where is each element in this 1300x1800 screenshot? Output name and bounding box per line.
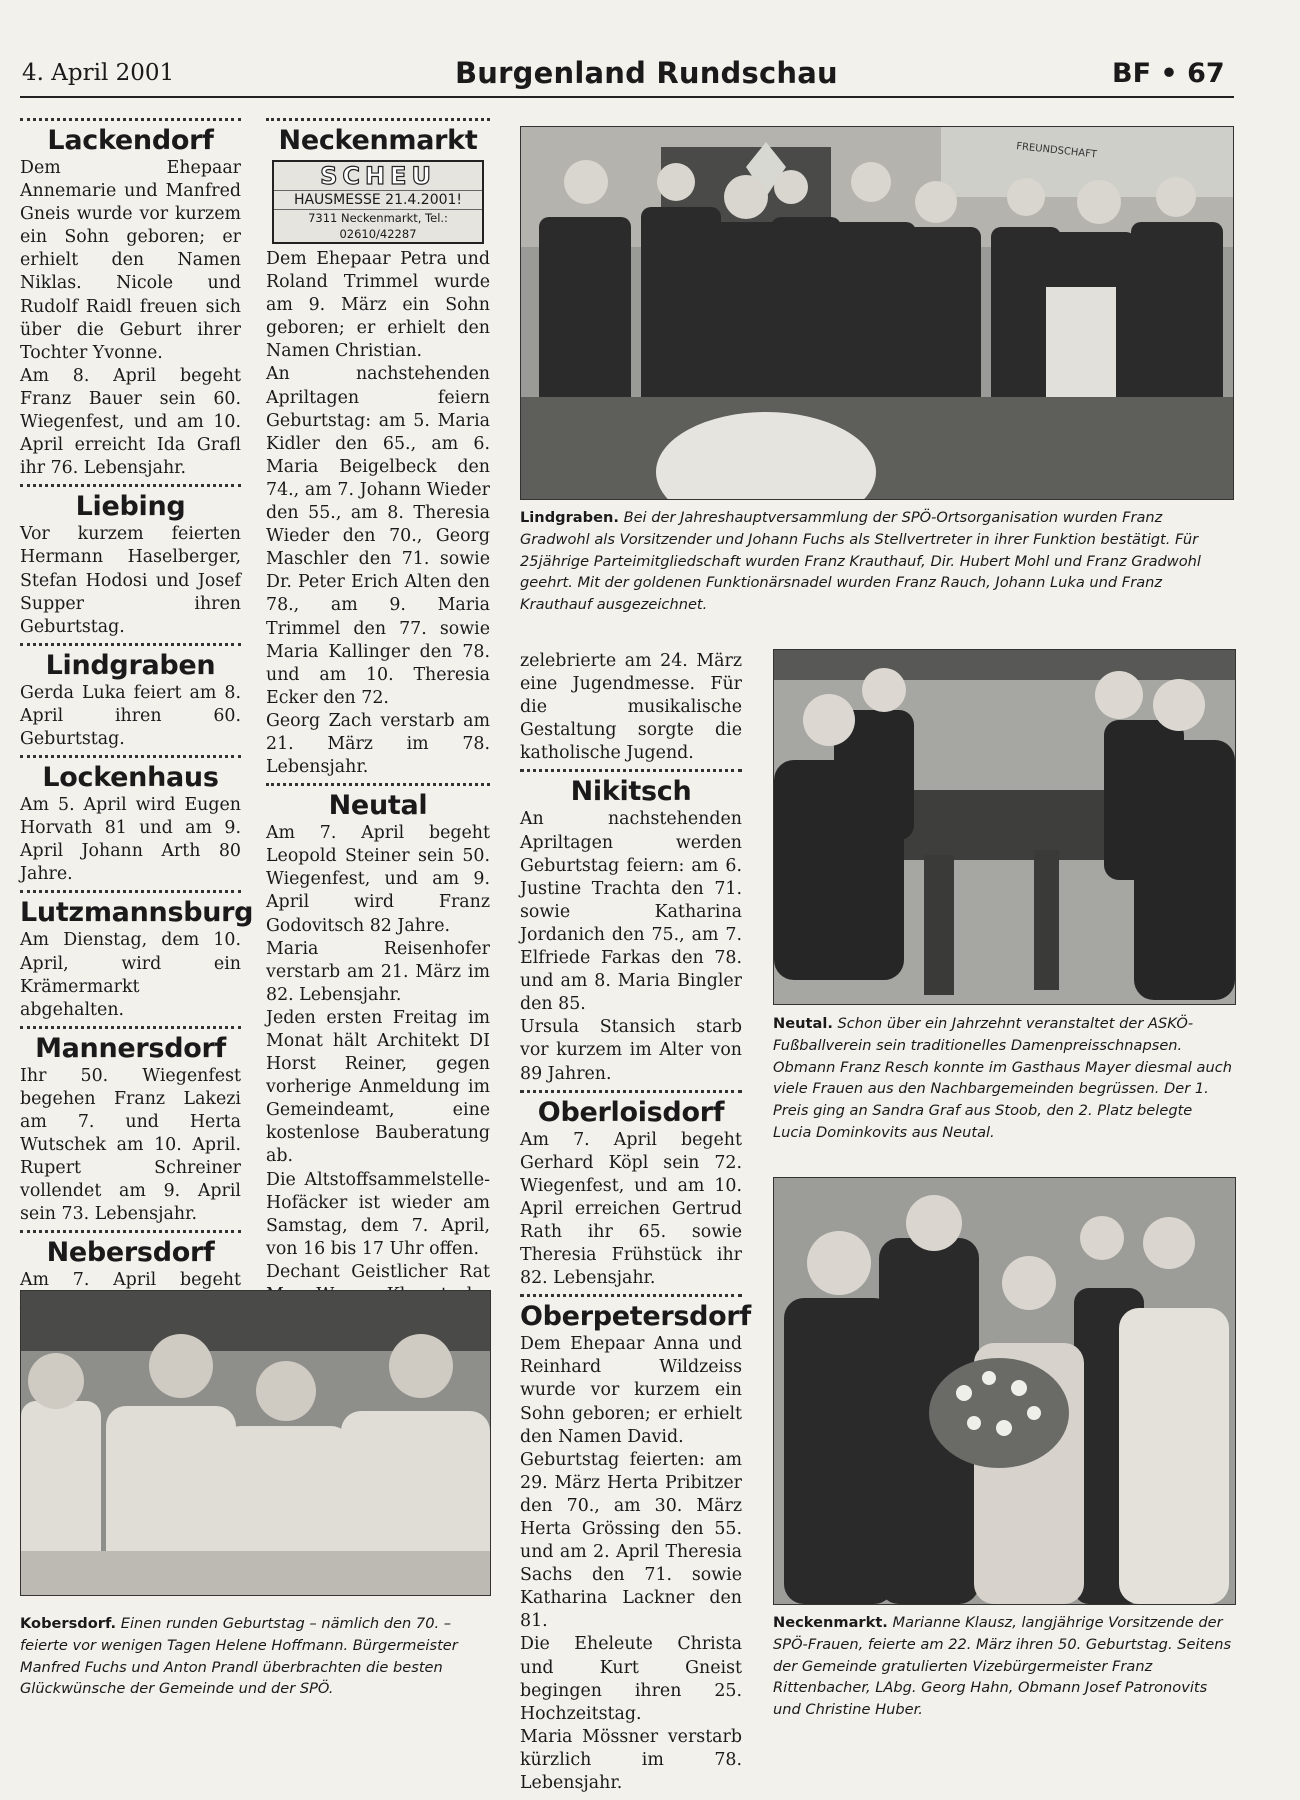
section-neckenmarkt	[266, 125, 490, 779]
section-divider	[520, 1294, 742, 1297]
section-heading: Oberloisdorf	[537, 1096, 725, 1128]
caption-place: Lindgraben.	[520, 509, 619, 526]
issue-date: 4. April 2001	[22, 60, 175, 86]
ad-headline: HAUSMESSE 21.4.2001!	[293, 192, 463, 208]
photo-neckenmarkt-flowers	[773, 1177, 1236, 1605]
section-text: Dem Ehepaar Anna und Reinhard Wildzeiss wurde vor kurzem ein Sohn geboren; er erhielt den Namen David. Geburtstag feierten: am 29. März Herta Pribitzer den 70., am 30. März Herta Grössing den 55. und am 2. April Theresia Sachs den 71. sowie Katharina Lackner den 81. Die Eheleute Christa und Kurt Gneist begingen ihren 25. Hochzeitstag. Maria Mössner verstarb kürzlich im 78. Lebensjahr.	[520, 1334, 742, 1794]
section-text: Am 7. April begeht	[20, 1270, 241, 1291]
caption-text: Einen runden Geburtstag – nämlich den 70. – feierte vor wenigen Tagen Helene Hoffmann. Bürgermeister Manfred Fuchs und Anton Prandl überbrachten die besten Glückwünsche der Gemeinde und der SPÖ.	[20, 1615, 458, 1698]
section-divider	[20, 755, 241, 758]
section-lockenhaus	[20, 762, 241, 886]
section-text: Ihr 50. Wiegenfest begehen Franz Lakezi am 7. und Herta Wutschek am 10. April. Rupert Schreiner vollendet am 9. April sein 73. Lebensjahr.	[20, 1065, 241, 1225]
section-text: An nachstehenden Apriltagen werden Geburtstag feiern: am 6. Justine Trachta den 71. sowie Katharina Jordanich den 75., am 7. Elfriede Farkas den 78. und am 8. Maria Bingler den 85. Ursula Stansich starb vor kurzem im Alter von 89 Jahren.	[520, 809, 742, 1084]
section-text: Dem Ehepaar Petra und Roland Trimmel wurde am 9. März ein Sohn geboren; er erhielt den Namen Christian. An nachstehenden Apriltagen feiern Geburtstag: am 5. Maria Kidler den 65., am 6. Maria Beigelbeck den 74., am 7. Johann Wieder den 55., am 8. Theresia Wieder den 70., Georg Maschler den 71. sowie Dr. Peter Erich Alten den 78., am 9. Maria Trimmel den 77. sowie Maria Kallinger den 78. und am 10. Theresia Ecker den 72. Georg Zach verstarb am 21. März im 78. Lebensjahr.	[266, 249, 490, 778]
caption-kobersdorf	[20, 1613, 490, 1700]
continued-text: zelebrierte am 24. März eine Jugendmesse. Für die musikalische Gestaltung sorgte die katholische Jugend.	[520, 651, 742, 764]
section-divider	[20, 890, 241, 893]
section-oberpetersdorf	[520, 1301, 751, 1795]
section-divider	[266, 783, 490, 786]
newspaper-title: Burgenland Rundschau	[455, 56, 838, 90]
column-3	[520, 650, 751, 1795]
caption-text: Marianne Klausz, langjährige Vorsitzende der SPÖ-Frauen, feierte am 22. März ihren 50. Geburtstag. Seitens der Gemeinde gratulierten Vizebürgermeister Franz Rittenbacher, LAbg. Georg Hahn, Obmann Josef Patronovits und Christine Huber.	[773, 1614, 1232, 1719]
section-heading: Nikitsch	[570, 776, 692, 808]
caption-text: Bei der Jahreshauptversammlung der SPÖ-Ortsorganisation wurden Franz Gradwohl als Vorsitzender und Johann Fuchs als Stellvertreter in ihrer Funktion bestätigt. Für 25jährige Parteimitgliedschaft wurden Franz Krauthauf, Dir. Hubert Mohl und Franz Gradwohl geehrt. Mit der goldenen Funktionärsnadel wurden Franz Rauch, Johann Luka und Franz Krauthauf ausgezeichnet.	[520, 509, 1201, 614]
section-heading: Lindgraben	[45, 649, 216, 681]
section-heading: Lockenhaus	[42, 762, 219, 794]
section-oberloisdorf	[520, 1097, 742, 1291]
caption-place: Neutal.	[773, 1015, 833, 1032]
section-heading: Mannersdorf	[35, 1032, 226, 1064]
section-text: Am 7. April begeht Gerhard Köpl sein 72. Wiegenfest, und am 10. April erreichen Gertrud Rath ihr 65. sowie Theresia Frühstück ihr 82. Lebensjahr.	[520, 1129, 742, 1289]
section-text: Gerda Luka feiert am 8. April ihren 60. Geburtstag.	[20, 682, 241, 749]
section-neutal	[266, 790, 490, 1307]
section-heading: Nebersdorf	[46, 1237, 215, 1269]
caption-place: Neckenmarkt.	[773, 1614, 888, 1631]
section-divider	[520, 1090, 742, 1093]
photo-kobersdorf-image	[21, 1291, 490, 1595]
section-text: Am 7. April begeht Leopold Steiner sein 50. Wiegenfest, und am 9. April wird Franz Godovitsch 82 Jahre. Maria Reisenhofer verstarb am 21. März im 82. Lebensjahr. Jeden ersten Freitag im Monat hält Architekt DI Horst Reiner, gegen vorherige Anmeldung im Gemeindeamt, eine kostenlose Bauberatung ab. Die Altstoffsammelstelle-Hofäcker ist wieder am Samstag, dem 7. April, von 16 bis 17 Uhr offen. Dechant Geistlicher Rat	[266, 823, 490, 1282]
section-divider	[266, 118, 490, 121]
section-heading: Neutal	[328, 790, 428, 822]
ad-address: 7311 Neckenmarkt, Tel.: 02610/42287	[274, 209, 482, 242]
section-lindgraben	[20, 650, 241, 751]
section-heading: Neckenmarkt	[278, 125, 478, 156]
caption-neutal	[773, 1013, 1235, 1144]
section-liebing	[20, 491, 241, 638]
column-2	[266, 114, 490, 1307]
photo-neckenmarkt-image	[774, 1178, 1235, 1604]
photo-lindgraben-group	[520, 126, 1234, 500]
section-nikitsch	[520, 776, 742, 1085]
section-divider	[20, 118, 241, 121]
photo-neutal-cards	[773, 649, 1236, 1005]
photo-neutal-image	[774, 650, 1235, 1004]
section-divider	[20, 643, 241, 646]
section-divider	[20, 1026, 241, 1029]
section-divider	[20, 484, 241, 487]
section-text: Am 5. April wird Eugen Horvath 81 und am 9. April Johann Arth 80 Jahre.	[20, 795, 241, 885]
caption-place: Kobersdorf.	[20, 1615, 117, 1632]
photo-kobersdorf-birthday	[20, 1290, 491, 1596]
banner-text: FREUNDSCHAFT	[1015, 141, 1098, 161]
section-mannersdorf	[20, 1033, 241, 1227]
section-heading: Oberpetersdorf	[520, 1301, 751, 1333]
header-rule	[20, 96, 1234, 98]
ad-brand: SCHEU	[274, 162, 482, 191]
page-number: BF • 67	[1112, 58, 1225, 89]
caption-neckenmarkt	[773, 1612, 1235, 1721]
section-lutzmannsburg	[20, 897, 254, 1021]
section-heading: Lackendorf	[47, 125, 214, 156]
section-text: Vor kurzem feierten Hermann Haselberger, Stefan Hodosi und Josef Supper ihren Geburtstag.	[20, 524, 241, 637]
column-1	[20, 114, 254, 1339]
caption-text: Schon über ein Jahrzehnt veranstaltet der ASKÖ-Fußballverein sein traditionelles Damenpreisschnapsen. Obmann Franz Resch konnte im Gasthaus Mayer diesmal auch viele Frauen aus den Nachbargemeinden begrüssen. Der 1. Preis ging an Sandra Graf aus Stoob, den 2. Platz belegte Lucia Dominkovits aus Neutal.	[773, 1015, 1232, 1141]
section-lackendorf	[20, 125, 241, 480]
caption-lindgraben	[520, 507, 1234, 616]
section-divider	[20, 1230, 241, 1233]
section-heading: Lutzmannsburg	[20, 897, 254, 929]
section-text: Dem Ehepaar Annemarie und Manfred Gneis wurde vor kurzem ein Sohn geboren; er erhielt den Namen Niklas. Nicole und Rudolf Raidl freuen sich über die Geburt ihrer Tochter Yvonne. Am 8. April begeht Franz Bauer sein 60. Wiegenfest, und am 10. April erreicht Ida Grafl ihr 76. Lebensjahr.	[20, 158, 241, 479]
photo-lindgraben-image	[521, 127, 1233, 499]
scheu-advertisement	[272, 160, 484, 244]
section-heading: Liebing	[75, 491, 186, 523]
section-text: Am Dienstag, dem 10. April, wird ein Krämermarkt abgehalten.	[20, 930, 241, 1020]
section-divider	[520, 769, 742, 772]
